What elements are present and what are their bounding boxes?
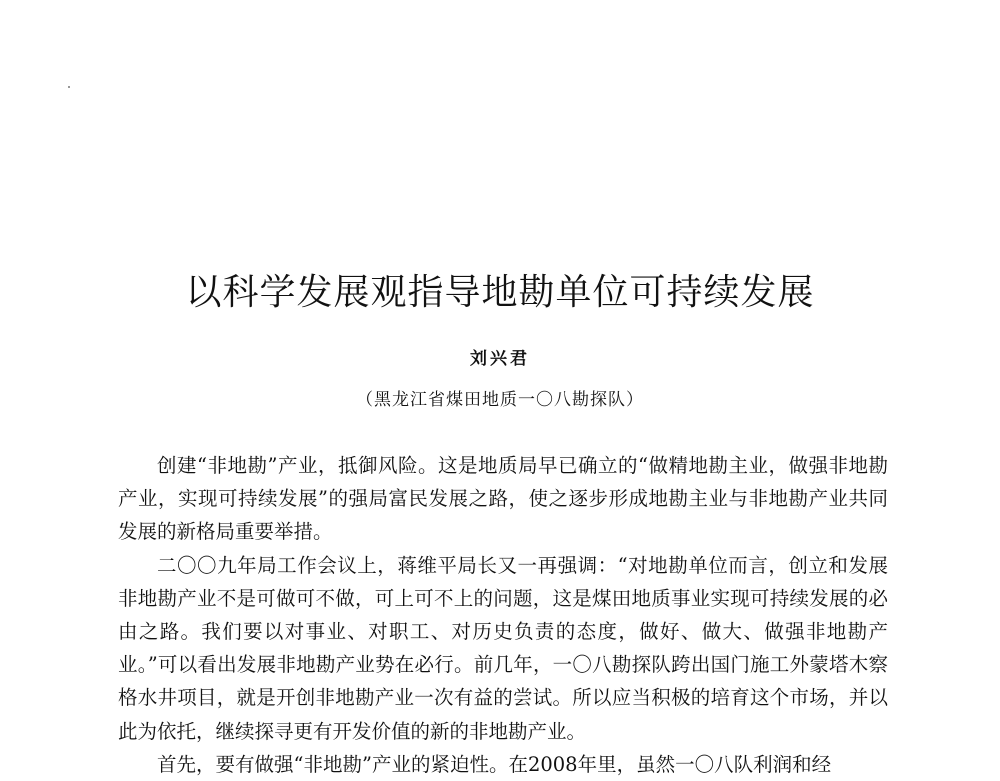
author-affiliation: （黑龙江省煤田地质一〇八勘探队） <box>356 390 644 410</box>
scan-speck <box>68 86 70 88</box>
article-body <box>118 449 888 781</box>
paragraph-1: 创建“非地勘”产业，抵御风险。这是地质局早已确立的“做精地勘主业，做强非地勘产业，实现可持续发展”的强局富民发展之路，使之逐步形成地勘主业与非地勘产业共同发展的新格局重要举措。 <box>118 454 888 544</box>
paragraph-3: 首先，要有做强“非地勘”产业的紧迫性。在2008年里，虽然一〇八队利润和经 <box>157 752 832 776</box>
author-name: 刘兴君 <box>470 349 530 369</box>
paragraph-2: 二〇〇九年局工作会议上，蒋维平局长又一再强调：“对地勘单位而言，创立和发展非地勘产业不是可做可不做，可上可不上的问题，这是煤田地质事业实现可持续发展的必由之路。我们要以对事业、对职工、对历史负责的态度，做好、做大、做强非地勘产业。”可以看出发展非地勘产业势在必行。前几年，一〇八勘探队跨出国门施工外蒙塔木察格水井项目，就是开创非地勘产业一次有益的尝试。所以应当积极的培育这个市场，并以此为依托，继续探寻更有开发价值的新的非地勘产业。 <box>118 553 888 743</box>
article-title: 以科学发展观指导地勘单位可持续发展 <box>185 272 815 314</box>
